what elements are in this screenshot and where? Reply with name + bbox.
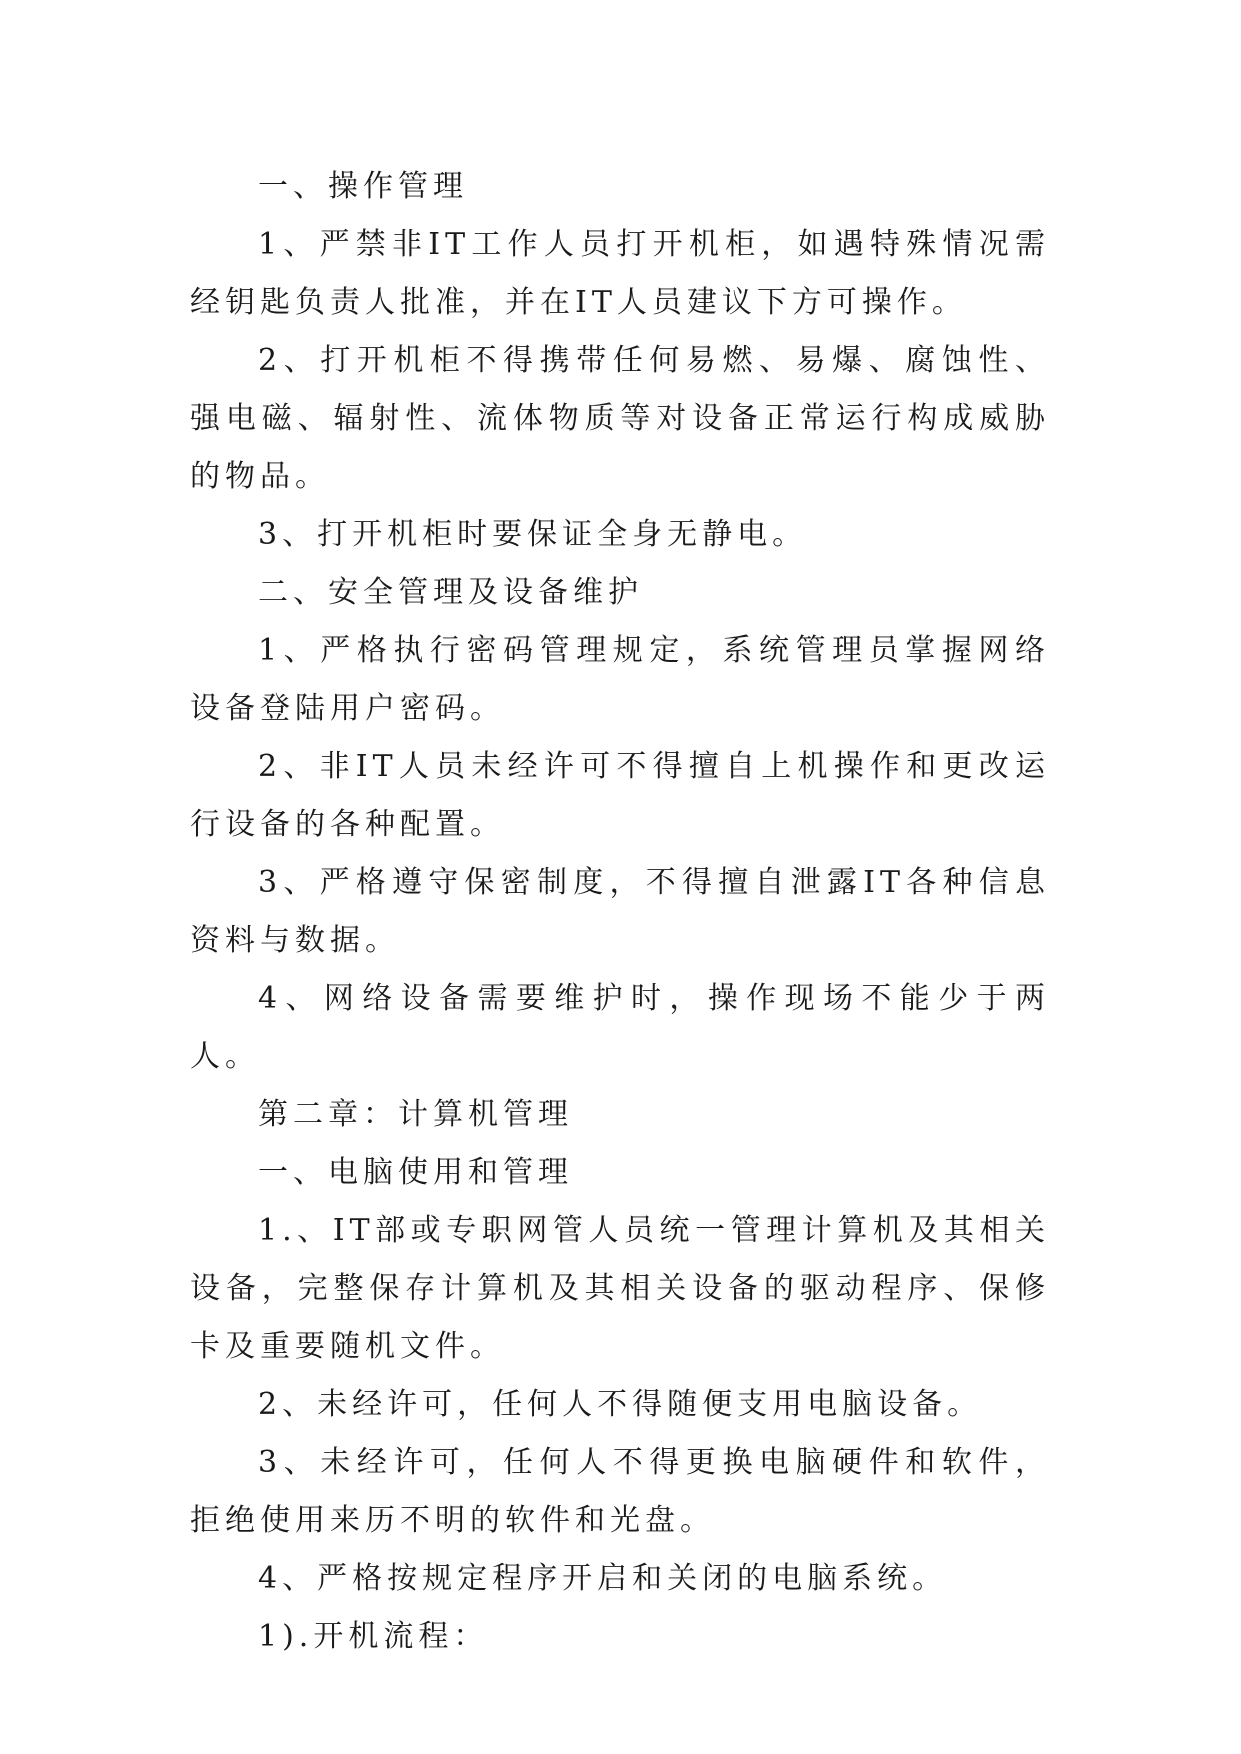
section-heading-security-maintenance: 二、安全管理及设备维护 xyxy=(258,575,643,610)
rule-paragraph: 3、打开机柜时要保证全身无静电。 xyxy=(258,517,808,552)
rule-paragraph: 2、打开机柜不得携带任何易燃、易爆、腐蚀性、强电磁、辐射性、流体物质等对设备正常运行构成威胁的物品。 xyxy=(190,343,1050,494)
rule-paragraph: 2、未经许可，任何人不得随便支用电脑设备。 xyxy=(258,1387,983,1422)
document-body xyxy=(190,158,1050,1666)
subsection-heading-startup-procedure: 1).开机流程： xyxy=(258,1619,489,1654)
rule-paragraph: 3、严格遵守保密制度，不得擅自泄露IT各种信息资料与数据。 xyxy=(190,865,1050,958)
rule-paragraph: 4、严格按规定程序开启和关闭的电脑系统。 xyxy=(258,1561,948,1596)
rule-paragraph: 1、严格执行密码管理规定，系统管理员掌握网络设备登陆用户密码。 xyxy=(190,633,1050,726)
section-heading-computer-usage: 一、电脑使用和管理 xyxy=(258,1155,573,1190)
rule-paragraph: 1、严禁非IT工作人员打开机柜，如遇特殊情况需经钥匙负责人批准，并在IT人员建议下方可操作。 xyxy=(190,227,1050,320)
section-heading-operation-management: 一、操作管理 xyxy=(258,169,468,204)
rule-paragraph: 3、未经许可，任何人不得更换电脑硬件和软件，拒绝使用来历不明的软件和光盘。 xyxy=(190,1445,1050,1538)
rule-paragraph: 4、网络设备需要维护时，操作现场不能少于两人。 xyxy=(190,981,1050,1074)
chapter-heading: 第二章：计算机管理 xyxy=(258,1097,573,1132)
rule-paragraph: 1.、IT部或专职网管人员统一管理计算机及其相关设备，完整保存计算机及其相关设备的驱动程序、保修卡及重要随机文件。 xyxy=(190,1213,1050,1364)
rule-paragraph: 2、非IT人员未经许可不得擅自上机操作和更改运行设备的各种配置。 xyxy=(190,749,1050,842)
